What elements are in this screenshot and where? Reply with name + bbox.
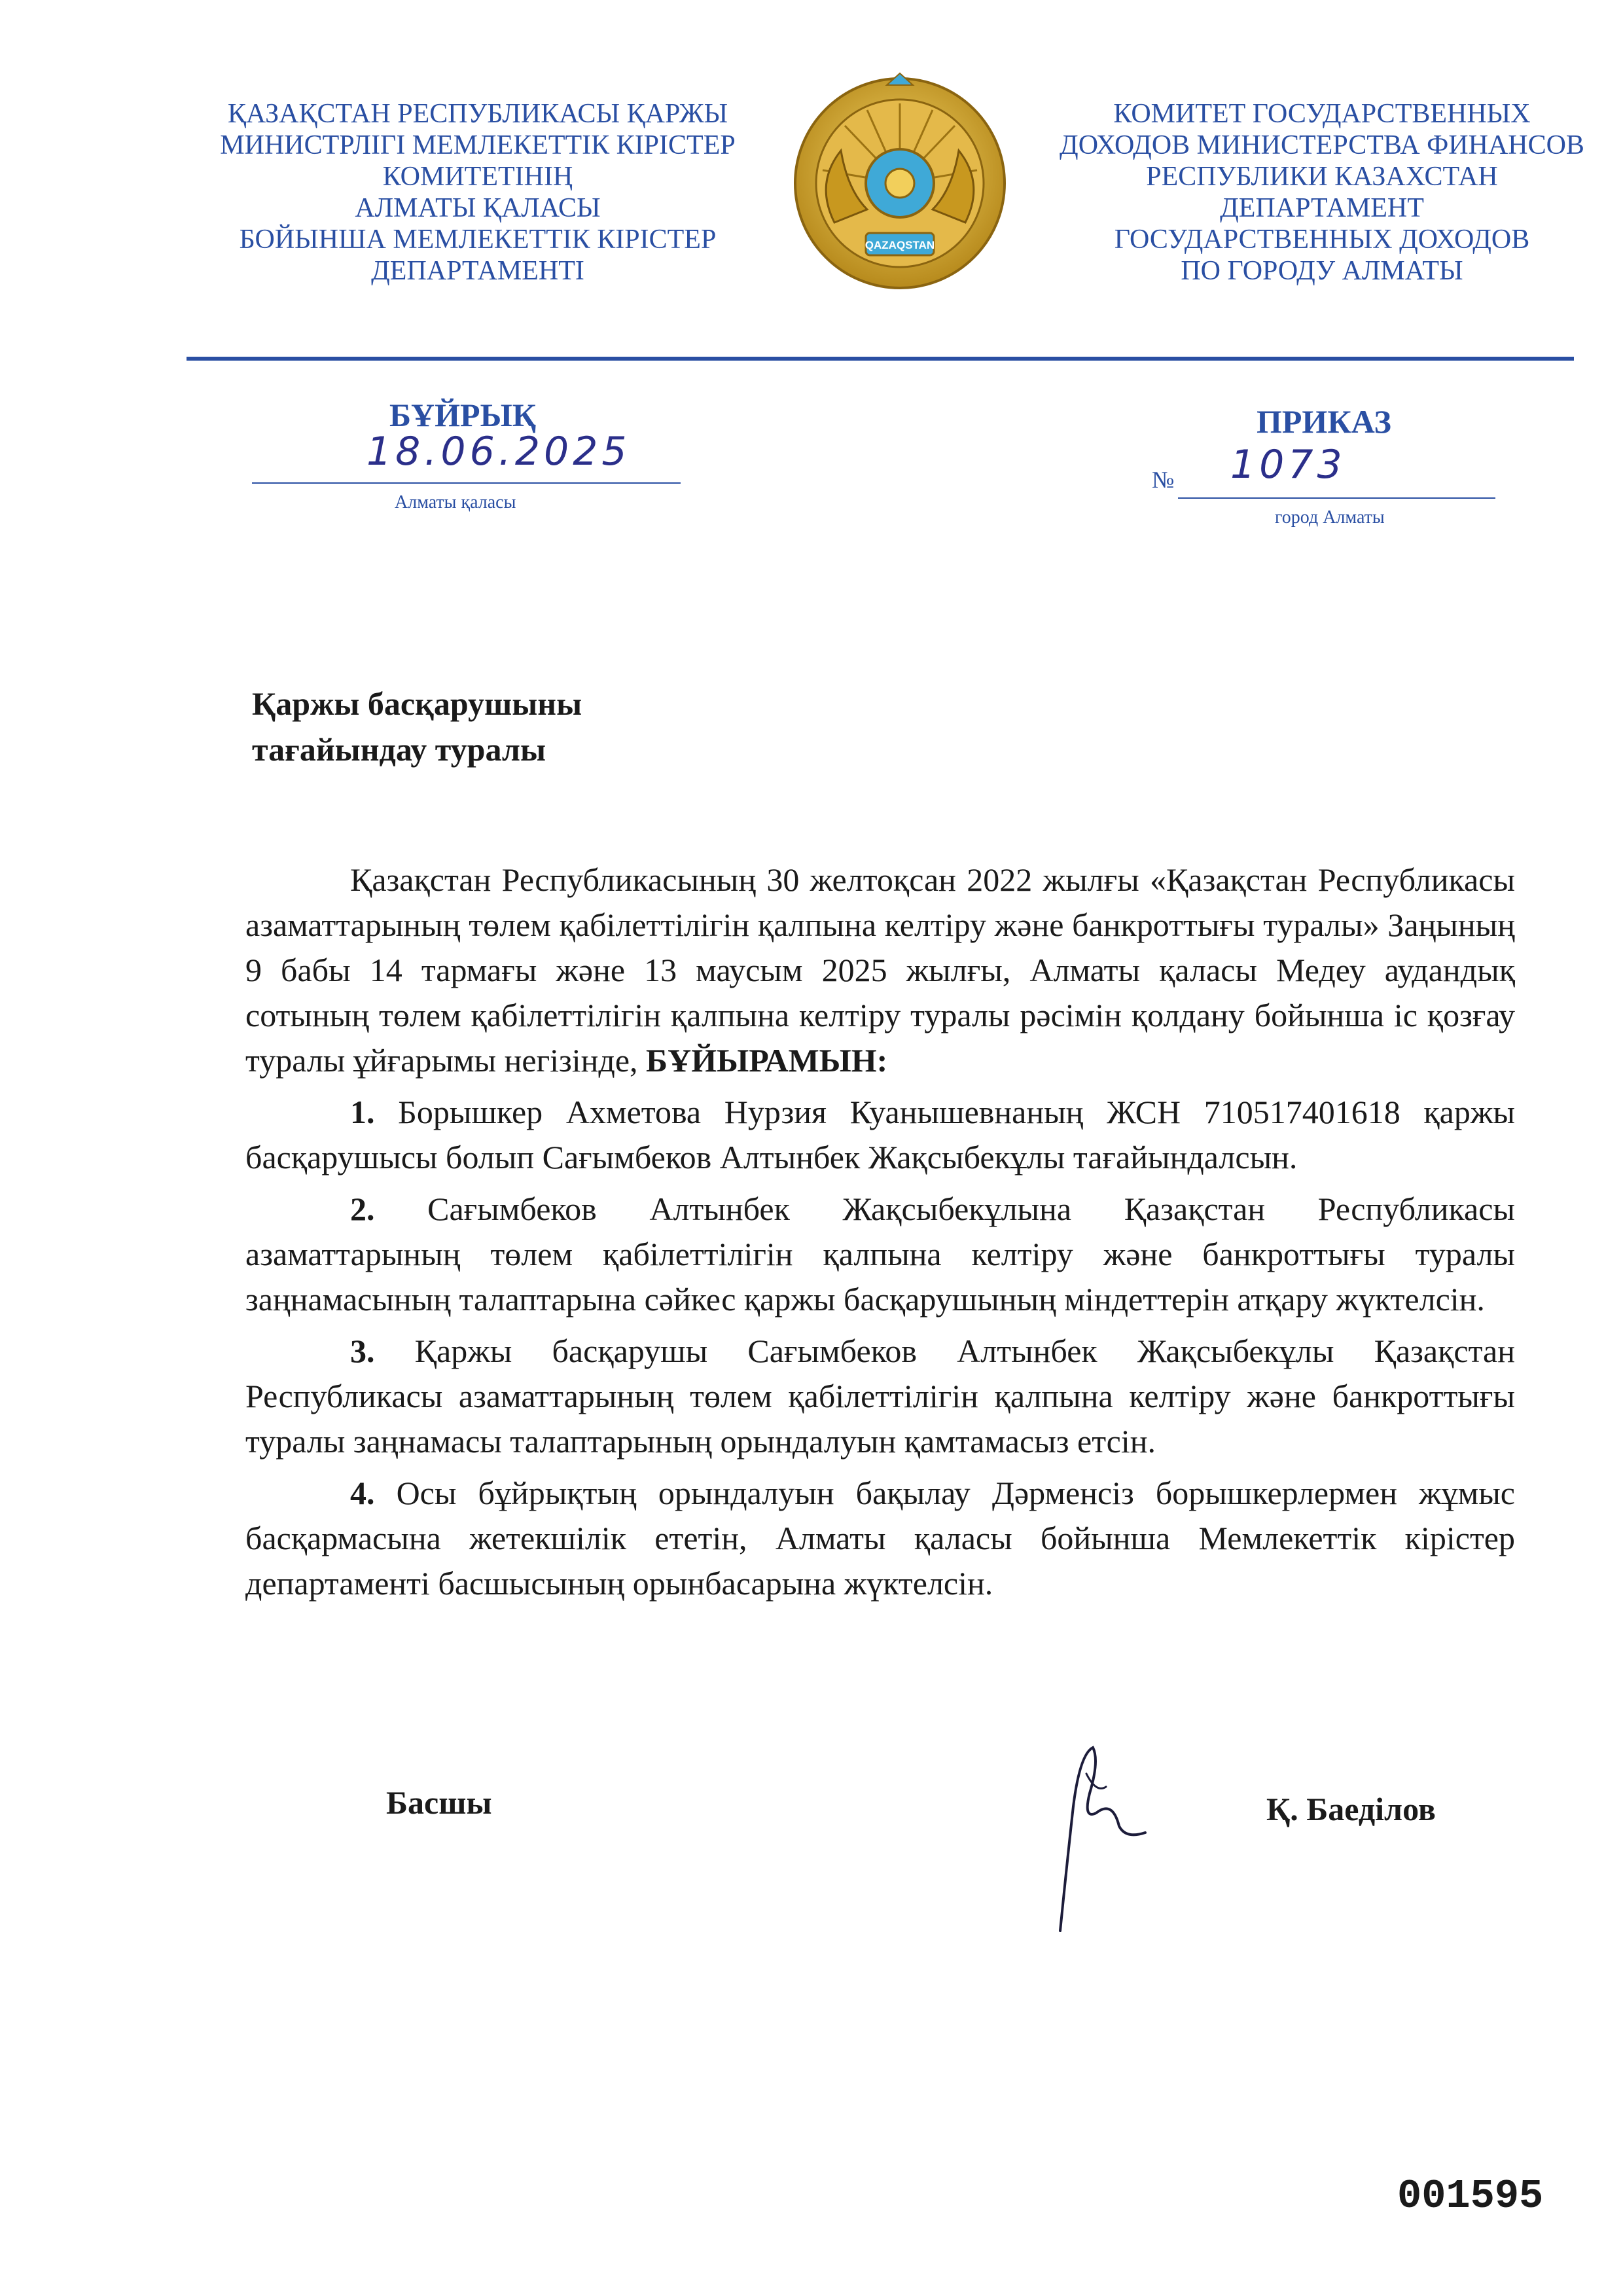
order-date: 18.06.2025: [366, 429, 631, 475]
preamble-text: Қазақстан Республикасының 30 желтоқсан 2022 жылғы «Қазақстан Республикасы азаматтарының төлем қабілеттілігін қалпына келтіру және банкроттығы туралы» Заңының 9 бабы 14 тармағы және 13 маусым 2025 жылғы, Алматы қаласы Медеу аудандық сотының төлем қабілеттілігін қалпына келтіру туралы рәсімін қолдану бойынша іс қозғау туралы ұйғарымы негізінде,: [245, 861, 1515, 1079]
signatory-title: Басшы: [386, 1784, 492, 1821]
item-number: 2.: [350, 1191, 375, 1227]
header-left-org-name: [164, 98, 792, 287]
order-type-ru: ПРИКАЗ: [1257, 403, 1391, 440]
order-body: [245, 857, 1515, 1606]
item-text: Борышкер Ахметова Нурзия Куанышевнаның ЖСН 710517401618 қаржы басқарушысы болып Сағымбеков Алтынбек Жақсыбекұлы тағайындалсын.: [245, 1094, 1515, 1175]
date-underline: [252, 482, 681, 484]
item-text: Осы бұйрықтың орындалуын бақылау Дәрменсіз борышкерлермен жұмыс басқармасына жетекшілік ететін, Алматы қаласы бойынша Мемлекеттік кірістер департаменті басшысының орынбасарына жүктелсін.: [245, 1475, 1515, 1602]
order-item: [245, 1187, 1515, 1322]
header-left-line: МИНИСТРЛІГІ МЕМЛЕКЕТТІК КІРІСТЕР: [220, 130, 736, 160]
document-serial-number: 001595: [1397, 2173, 1544, 2219]
header-right-org-name: [1008, 98, 1623, 287]
emblem-inscription: QAZAQSTAN: [865, 239, 935, 251]
handwritten-signature: [1034, 1734, 1152, 1944]
header-right-line: РЕСПУБЛИКИ КАЗАХСТАН: [1146, 162, 1498, 192]
header-left-line: АЛМАТЫ ҚАЛАСЫ: [355, 193, 601, 223]
header-left-line: БОЙЫНША МЕМЛЕКЕТТІК КІРІСТЕР: [239, 224, 717, 255]
city-kz: Алматы қаласы: [395, 492, 516, 512]
order-number: 1073: [1230, 442, 1346, 488]
order-item: [245, 1471, 1515, 1606]
header-left-line: КОМИТЕТІНІҢ: [382, 162, 573, 192]
header-right-line: ПО ГОРОДУ АЛМАТЫ: [1181, 256, 1463, 286]
order-item: [245, 1329, 1515, 1464]
header-left-line: ҚАЗАҚСТАН РЕСПУБЛИКАСЫ ҚАРЖЫ: [227, 99, 728, 129]
city-ru: город Алматы: [1275, 507, 1385, 528]
preamble-paragraph: [245, 857, 1515, 1083]
header-right-line: ДЕПАРТАМЕНТ: [1220, 193, 1424, 223]
item-number: 3.: [350, 1333, 375, 1369]
order-item: [245, 1090, 1515, 1180]
signatory-name: Қ. Баеділов: [1266, 1791, 1436, 1827]
number-underline: [1178, 497, 1495, 499]
header-right-line: ДОХОДОВ МИНИСТЕРСТВА ФИНАНСОВ: [1060, 130, 1584, 160]
state-emblem-icon: [789, 72, 1011, 301]
number-sign: №: [1152, 467, 1175, 493]
subject-line: Қаржы басқарушыны: [252, 685, 582, 722]
item-text: Қаржы басқарушы Сағымбеков Алтынбек Жақсыбекұлы Қазақстан Республикасы азаматтарының төлем қабілеттілігін қалпына келтіру және банкроттығы туралы заңнамасы талаптарының орындалуын қамтамасыз етсін.: [245, 1333, 1515, 1460]
header-right-line: КОМИТЕТ ГОСУДАРСТВЕННЫХ: [1113, 99, 1531, 129]
subject-line: тағайындау туралы: [252, 731, 546, 768]
item-number: 1.: [350, 1094, 375, 1130]
header-left-line: ДЕПАРТАМЕНТІ: [371, 256, 584, 286]
header-right-line: ГОСУДАРСТВЕННЫХ ДОХОДОВ: [1114, 224, 1530, 255]
order-subject: [252, 681, 582, 772]
order-type-kz: БҰЙРЫҚ: [389, 397, 536, 433]
header-divider: [187, 357, 1574, 361]
order-word: БҰЙЫРАМЫН:: [646, 1042, 888, 1079]
item-text: Сағымбеков Алтынбек Жақсыбекұлына Қазақстан Республикасы азаматтарының төлем қабілеттілігін қалпына келтіру және банкроттығы туралы заңнамасының талаптарына сәйкес қаржы басқарушының міндеттерін атқару жүктелсін.: [245, 1191, 1516, 1318]
item-number: 4.: [350, 1475, 375, 1511]
